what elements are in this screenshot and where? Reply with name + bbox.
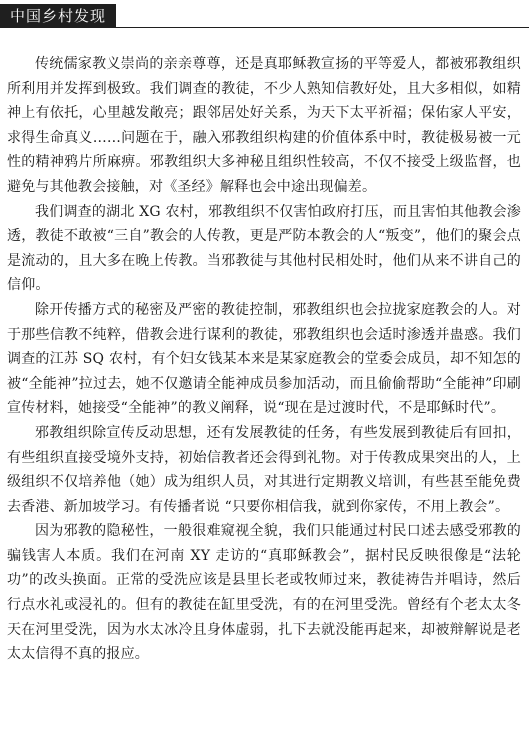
article-body <box>7 52 521 667</box>
paragraph-5: 因为邪教的隐秘性，一般很难窥视全貌，我们只能通过村民口述去感受邪教的骗钱害人本质。我们在河南 XY 走访的“真耶稣教会”，据村民反映很像是“法轮功”的改头换面。正常的受洗应该是县里长老或牧师过来，教徒祷告并唱诗，然后行点水礼或浸礼的。但有的教徒在缸里受洗，有的在河里受洗。曾经有个老太太冬天在河里受洗，因为水太冰冷且身体虚弱，扎下去就没能再起来，却被辩解说是老太太信得不真的报应。 <box>7 523 521 663</box>
paragraph-2: 我们调查的湖北 XG 农村，邪教组织不仅害怕政府打压，而且害怕其他教会渗透，教徒不敢被“三自”教会的人传教，更是严防本教会的人“叛变”，他们的聚会点是流动的，且大多在晚上传教。当邪教徒与其他村民相处时，他们从来不讲自己的信仰。 <box>7 203 521 294</box>
page-header <box>0 0 529 36</box>
paragraph-4: 邪教组织除宣传反动思想，还有发展教徒的任务，有些发展到教徒后有回扣，有些组织直接受境外支持，初始信教者还会得到礼物。对于传教成果突出的人，上级组织不仅培养他（她）成为组织人员，对其进行定期教义培训，有些甚至能免费去香港、新加坡学习。有传播者说 “只要你相信我，就到你家传，不用上教会”。 <box>7 424 521 515</box>
column-title: 中国乡村发现 <box>0 4 116 28</box>
paragraph-1: 传统儒家教义崇尚的亲亲尊尊，还是真耶稣教宣扬的平等爱人，都被邪教组织所利用并发挥到极致。我们调查的教徒，不少人熟知信教好处，且大多相似，如精神上有依托，心里越发敞亮；跟邻居处好关系，为天下太平祈福；保佑家人平安，求得生命真义……问题在于，融入邪教组织构建的价值体系中时，教徒极易被一元性的精神鸦片所麻痹。邪教组织大多神秘且组织性较高，不仅不接受上级监督，也避免与其他教会接触，对《圣经》解释也会中途出现偏差。 <box>7 56 521 195</box>
paragraph-3: 除开传播方式的秘密及严密的教徒控制，邪教组织也会拉拢家庭教会的人。对于那些信教不纯粹，借教会进行谋利的教徒，邪教组织也会适时渗透并蛊惑。我们调查的江苏 SQ 农村，有个妇女钱某本来是某家庭教会的堂委会成员，却不知怎的被“全能神”拉过去，她不仅邀请全能神成员参加活动，而且偷偷帮助“全能神”印刷宣传材料，她接受“全能神”的教义阐释，说“现在是过渡时代，不是耶稣时代”。 <box>7 301 521 417</box>
header-rule <box>0 27 529 28</box>
